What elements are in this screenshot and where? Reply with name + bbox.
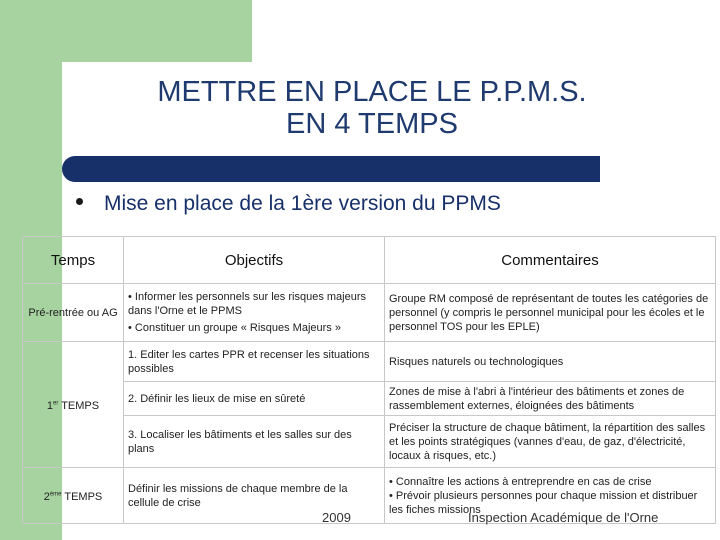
table-row xyxy=(23,382,716,416)
table-header-row xyxy=(23,237,716,284)
temps-cell xyxy=(23,468,124,524)
objectifs-cell: 2. Définir les lieux de mise en sûreté xyxy=(124,382,385,416)
table-row xyxy=(23,284,716,342)
slide-subtitle: Mise en place de la 1ère version du PPMS xyxy=(104,192,501,215)
bullet-icon xyxy=(76,198,83,205)
header-commentaires: Commentaires xyxy=(385,237,716,284)
slide-title xyxy=(62,76,682,140)
commentaires-cell: Préciser la structure de chaque bâtiment, la répartition des salles et les points stratégiques (vannes d'eau, de gaz, d'électricité, locaux à risques, etc.) xyxy=(385,416,716,468)
objectif-item: • Constituer un groupe « Risques Majeurs » xyxy=(128,322,341,334)
table-row xyxy=(23,416,716,468)
temps-cell xyxy=(23,342,124,468)
objectifs-cell: Définir les missions de chaque membre de la cellule de crise xyxy=(124,468,385,524)
commentaire-item: • Prévoir plusieurs personnes pour chaque mission et distribuer les fiches missions xyxy=(389,489,698,516)
title-line-1: METTRE EN PLACE LE P.P.M.S. xyxy=(157,76,587,108)
title-line-2: EN 4 TEMPS xyxy=(286,108,458,140)
period-label: 1er TEMPS xyxy=(46,399,100,412)
commentaires-cell: Zones de mise à l'abri à l'intérieur des bâtiments et zones de rassemblement externes, éloignées des bâtiments xyxy=(385,382,716,416)
footer-organization: Inspection Académique de l'Orne xyxy=(468,510,659,525)
commentaires-cell: Groupe RM composé de représentant de toutes les catégories de personnel (y compris le personnel municipal pour les écoles et le personnel TOS pour les EPLE) xyxy=(385,284,716,342)
header-objectifs: Objectifs xyxy=(124,237,385,284)
objectifs-cell: 1. Editer les cartes PPR et recenser les situations possibles xyxy=(124,342,385,382)
objectifs-cell: 3. Localiser les bâtiments et les salles sur des plans xyxy=(124,416,385,468)
title-divider-bar xyxy=(62,156,600,182)
commentaires-cell: Risques naturels ou technologiques xyxy=(385,342,716,382)
table-row xyxy=(23,342,716,382)
commentaire-item: • Connaître les actions à entreprendre en cas de crise xyxy=(389,475,652,488)
header-temps: Temps xyxy=(23,237,124,284)
objectifs-cell xyxy=(124,284,385,342)
temps-cell: Pré-rentrée ou AG xyxy=(23,284,124,342)
ppms-table xyxy=(22,236,716,524)
objectif-item: • Informer les personnels sur les risques majeurs dans l'Orne et le PPMS xyxy=(128,291,366,317)
footer-date: 2009 xyxy=(322,510,351,525)
period-label: 2ème TEMPS xyxy=(43,490,103,503)
